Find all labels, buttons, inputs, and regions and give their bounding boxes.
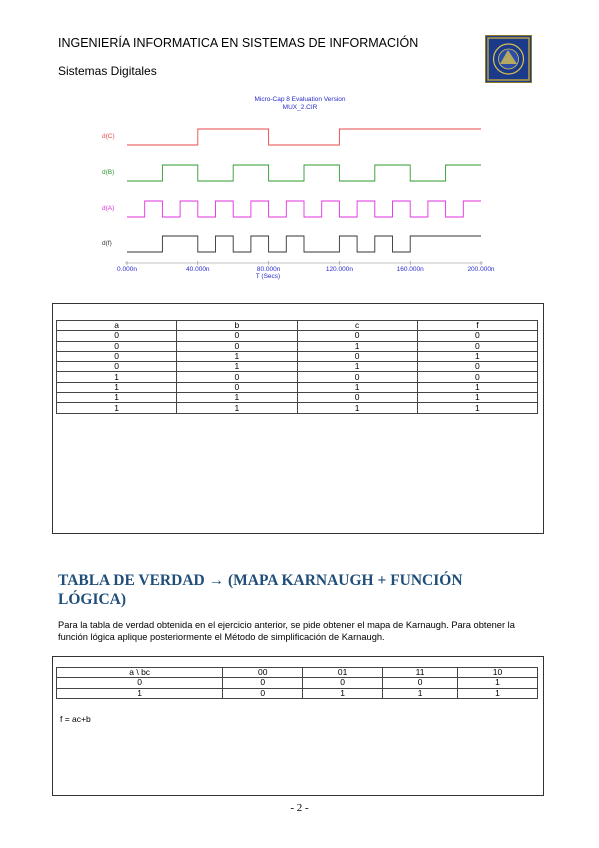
table-cell: 1 — [417, 351, 537, 361]
page-number: - 2 - — [290, 802, 309, 814]
karnaugh-header-cell: 10 — [458, 668, 538, 678]
sim-x-axis-label: T (Secs) — [255, 273, 281, 280]
logic-function-formula: f = ac+b — [60, 714, 91, 724]
table-cell: 1 — [57, 393, 177, 403]
table-cell: 0 — [57, 362, 177, 372]
table-row — [57, 372, 538, 382]
document-header-subtitle: Sistemas Digitales — [58, 64, 157, 78]
sim-title-line1: Micro-Cap 8 Evaluation Version — [254, 96, 346, 103]
table-cell: 0 — [177, 341, 297, 351]
table-cell: 1 — [458, 678, 538, 688]
table-row — [57, 403, 538, 413]
table-cell: 0 — [303, 678, 383, 688]
table-row — [57, 341, 538, 351]
table-cell: 0 — [417, 331, 537, 341]
karnaugh-header-row — [57, 668, 538, 678]
signal-label: d(C) — [102, 133, 115, 140]
table-cell: 0 — [223, 678, 303, 688]
signal-waveform — [127, 129, 481, 145]
table-cell: 1 — [57, 403, 177, 413]
signal-waveform — [127, 201, 481, 217]
table-cell: 0 — [57, 678, 223, 688]
table-cell: 0 — [297, 331, 417, 341]
table-cell: 0 — [297, 372, 417, 382]
table-cell: 0 — [177, 372, 297, 382]
document-header-title: INGENIERÍA INFORMATICA EN SISTEMAS DE INFORMACIÓN — [58, 36, 419, 50]
karnaugh-header-cell: a \ bc — [57, 668, 223, 678]
table-cell: 0 — [417, 362, 537, 372]
table-cell: 1 — [297, 382, 417, 392]
truth-table-header-cell: a — [57, 321, 177, 331]
waveform-simulation-plot — [0, 0, 599, 300]
table-cell: 0 — [57, 351, 177, 361]
truth-table-header-row — [57, 321, 538, 331]
table-cell: 1 — [417, 403, 537, 413]
table-cell: 1 — [57, 688, 223, 698]
table-row — [57, 678, 538, 688]
table-cell: 0 — [297, 393, 417, 403]
table-cell: 0 — [57, 331, 177, 341]
table-row — [57, 331, 538, 341]
truth-table-header-cell: f — [417, 321, 537, 331]
table-cell: 1 — [417, 393, 537, 403]
x-tick-label: 160.000n — [396, 266, 424, 273]
section-title: TABLA DE VERDAD → (MAPA KARNAUGH + FUNCIÓN LÓGICA) — [58, 572, 463, 608]
x-tick-label: 40.000n — [186, 266, 210, 273]
truth-table-header-cell: c — [297, 321, 417, 331]
sim-title-line2: MUX_2.CIR — [282, 104, 318, 111]
signal-label: d(A) — [102, 205, 115, 212]
table-cell: 0 — [57, 341, 177, 351]
table-cell: 0 — [417, 341, 537, 351]
table-cell: 1 — [297, 341, 417, 351]
table-cell: 1 — [417, 382, 537, 392]
karnaugh-map-table — [56, 667, 538, 699]
table-row — [57, 393, 538, 403]
table-cell: 1 — [297, 403, 417, 413]
table-cell: 0 — [177, 382, 297, 392]
x-tick-label: 80.000n — [256, 266, 281, 273]
table-cell: 0 — [383, 678, 458, 688]
table-cell: 1 — [177, 362, 297, 372]
table-cell: 0 — [417, 372, 537, 382]
x-tick-label: 120.000n — [325, 266, 353, 273]
x-tick-label: 200.000n — [467, 266, 495, 273]
karnaugh-header-cell: 00 — [223, 668, 303, 678]
signal-waveform — [127, 236, 481, 252]
karnaugh-header-cell: 01 — [303, 668, 383, 678]
table-row — [57, 362, 538, 372]
table-cell: 1 — [177, 351, 297, 361]
karnaugh-header-cell: 11 — [383, 668, 458, 678]
table-cell: 1 — [458, 688, 538, 698]
section-paragraph: Para la tabla de verdad obtenida en el ejercicio anterior, se pide obtener el mapa de Karnaugh. Para obtener la función lógica aplique posteriormente el Método de simplificación de Karnaugh. — [58, 620, 515, 642]
table-row — [57, 382, 538, 392]
table-cell: 1 — [57, 372, 177, 382]
signal-label: d(f) — [102, 240, 112, 247]
table-cell: 1 — [177, 403, 297, 413]
table-cell: 0 — [297, 351, 417, 361]
table-cell: 1 — [297, 362, 417, 372]
x-tick-label: 0.000n — [117, 266, 137, 273]
table-cell: 1 — [383, 688, 458, 698]
table-cell: 1 — [177, 393, 297, 403]
truth-table-header-cell: b — [177, 321, 297, 331]
table-row — [57, 688, 538, 698]
truth-table — [56, 320, 538, 414]
table-cell: 0 — [177, 331, 297, 341]
table-cell: 1 — [57, 382, 177, 392]
signal-label: d(B) — [102, 169, 115, 176]
table-row — [57, 351, 538, 361]
signal-waveform — [127, 165, 481, 181]
table-cell: 1 — [303, 688, 383, 698]
table-cell: 0 — [223, 688, 303, 698]
